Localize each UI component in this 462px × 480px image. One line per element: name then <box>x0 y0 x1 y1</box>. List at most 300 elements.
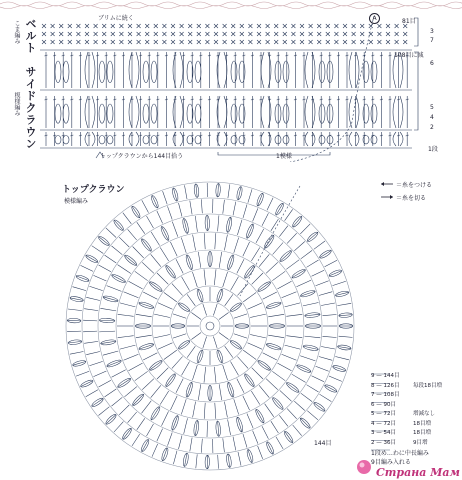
dc-post <box>316 281 329 286</box>
sc-stitch <box>283 32 287 36</box>
arch-stitch <box>305 96 315 128</box>
dc-post <box>294 401 305 410</box>
dc-post <box>119 405 129 415</box>
dc-post <box>314 241 325 249</box>
sc-stitch <box>326 24 330 28</box>
dc-post <box>184 418 188 434</box>
dc-post <box>252 368 263 379</box>
dc-post <box>303 303 319 306</box>
sc-stitch <box>137 32 141 36</box>
dc-post <box>219 313 229 320</box>
dc-post <box>120 345 135 349</box>
puff-leaf <box>107 104 113 123</box>
dc-post <box>276 437 283 449</box>
sc-stitch <box>68 24 72 28</box>
dc-post <box>214 367 216 383</box>
dc-post <box>268 314 284 317</box>
dc-post <box>195 216 197 232</box>
dc-post <box>266 379 278 390</box>
dc-post <box>163 191 168 204</box>
crown-symbols <box>66 182 390 470</box>
dc-post <box>215 233 216 249</box>
dc-post <box>215 403 216 419</box>
dc-post <box>166 265 175 278</box>
sc-stitch <box>395 24 399 28</box>
sc-stitch <box>137 24 141 28</box>
dc-post <box>271 421 279 433</box>
dc-post <box>125 255 137 265</box>
sc-stitch <box>154 32 158 36</box>
dc-post <box>204 269 206 285</box>
dc-post <box>157 368 168 379</box>
sc-stitch <box>197 24 201 28</box>
dc-post <box>333 366 346 370</box>
dc-post <box>137 222 145 234</box>
top-crown-title: トップクラウン <box>62 185 125 195</box>
dc-post <box>214 269 216 285</box>
dc-post <box>250 314 266 317</box>
sc-stitch <box>94 40 98 44</box>
dc-post <box>196 454 197 468</box>
sc-stitch <box>119 24 123 28</box>
dc-post <box>248 449 252 462</box>
puff-leaf <box>231 104 237 123</box>
dc-post <box>201 439 202 453</box>
stitches-144-label: 144目 <box>314 440 332 447</box>
dc-post <box>154 335 170 338</box>
dc-post <box>118 314 134 316</box>
sc-stitch <box>102 40 106 44</box>
dc-post <box>294 242 305 251</box>
sc-stitch <box>180 40 184 44</box>
dc-post <box>172 357 183 369</box>
dc-post <box>262 213 268 226</box>
sc-stitch <box>248 32 252 36</box>
dc-post <box>312 270 325 276</box>
puff-leaf <box>231 136 237 144</box>
dc-post <box>280 251 292 262</box>
dc-post <box>190 201 192 215</box>
dc-post <box>286 260 299 270</box>
sc-stitch <box>309 24 313 28</box>
dc-post <box>151 254 161 266</box>
dc-post <box>301 250 312 258</box>
dc-post <box>231 362 239 376</box>
dc-post <box>237 379 244 393</box>
dc-post <box>128 229 137 240</box>
sc-stitch <box>334 24 338 28</box>
dc-post <box>204 367 206 383</box>
dc-post <box>339 315 353 316</box>
puff-leaf <box>231 61 237 83</box>
bracket <box>414 52 418 130</box>
sc-stitch <box>377 32 381 36</box>
dc-post <box>147 216 154 228</box>
dc-post <box>233 437 236 451</box>
row-4-label: 4 <box>430 114 434 121</box>
dc-post <box>237 259 244 273</box>
dc-post <box>213 304 217 315</box>
sc-stitch <box>137 40 141 44</box>
dc-post <box>218 421 219 437</box>
table-row: 3 — 54目 18目増 <box>371 430 431 436</box>
dc-post <box>157 211 163 224</box>
sc-stitch <box>300 24 304 28</box>
sc-stitch <box>231 32 235 36</box>
note-line-1: 1段め…わに中長編み <box>371 450 429 457</box>
dc-post <box>293 425 302 436</box>
dc-post <box>135 271 148 280</box>
sc-stitch <box>317 24 321 28</box>
dc-post <box>68 309 82 311</box>
dc-post <box>135 371 148 380</box>
dc-post <box>285 209 293 220</box>
dc-post <box>73 287 87 291</box>
dc-post <box>190 438 192 452</box>
magic-ring <box>206 322 214 330</box>
dc-post <box>94 275 107 281</box>
table-row: 6 — 90目 <box>371 401 396 408</box>
sc-stitch <box>223 24 227 28</box>
dc-post <box>193 402 196 418</box>
dc-post <box>287 233 297 243</box>
dc-post <box>300 356 315 361</box>
dc-post <box>279 415 288 426</box>
sc-stitch <box>76 24 80 28</box>
puff-leaf <box>143 136 149 144</box>
dc-post <box>203 337 207 348</box>
dc-post <box>312 376 325 382</box>
dc-post <box>219 252 222 268</box>
dc-post <box>245 265 254 278</box>
sc-stitch <box>283 40 287 44</box>
dc-post <box>192 365 197 380</box>
sc-stitch <box>85 32 89 36</box>
sc-stitch <box>119 32 123 36</box>
dc-post <box>132 434 140 446</box>
sc-stitch <box>266 32 270 36</box>
dc-post <box>285 345 301 349</box>
puff-leaf <box>195 136 201 144</box>
dc-post <box>187 294 195 305</box>
side-crown-strip-chart <box>40 12 420 162</box>
dc-post <box>279 226 288 237</box>
dc-post <box>282 292 297 298</box>
dc-post <box>218 183 219 197</box>
sc-stitch <box>111 24 115 28</box>
dc-post <box>99 407 110 416</box>
table-row: 8 — 126目 毎段18目増 <box>371 382 442 389</box>
sc-stitch <box>42 24 46 28</box>
puff-leaf <box>63 104 69 123</box>
dc-post <box>234 314 247 318</box>
sc-row <box>42 40 407 44</box>
dc-post <box>325 260 337 267</box>
dc-post <box>316 366 329 371</box>
dc-post <box>173 314 186 318</box>
dc-post <box>201 199 202 213</box>
sc-stitch <box>283 24 287 28</box>
dc-post <box>198 289 202 302</box>
sc-stitch <box>309 32 313 36</box>
sc-stitch <box>266 40 270 44</box>
round-ring <box>200 316 220 336</box>
dc-post <box>321 303 335 306</box>
sc-stitch <box>68 40 72 44</box>
sc-stitch <box>76 32 80 36</box>
sc-stitch <box>162 40 166 44</box>
dc-post <box>273 398 284 410</box>
puff-leaf <box>363 61 369 83</box>
dc-post <box>151 232 160 246</box>
puff-leaf <box>371 136 377 144</box>
sc-stitch <box>188 32 192 36</box>
sc-stitch <box>205 40 209 44</box>
dc-post <box>182 277 190 291</box>
dc-post <box>99 380 111 387</box>
sc-stitch <box>343 24 347 28</box>
dc-post <box>142 200 149 212</box>
sc-stitch <box>386 24 390 28</box>
dc-post <box>149 282 162 291</box>
dc-post <box>218 215 219 231</box>
sc-stitch <box>369 24 373 28</box>
dc-post <box>243 242 250 256</box>
dc-post <box>273 243 284 255</box>
sc-stitch <box>352 32 356 36</box>
arch-stitch <box>217 96 227 128</box>
sc-stitch <box>119 40 123 44</box>
round-ring <box>152 268 268 384</box>
sc-stitch <box>369 40 373 44</box>
dc-post <box>301 393 312 401</box>
dc-post <box>198 252 201 268</box>
puff-leaf <box>283 136 289 144</box>
dc-post <box>248 343 263 350</box>
sc-stitch <box>180 24 184 28</box>
dc-post <box>233 202 236 216</box>
sc-stitch <box>334 40 338 44</box>
sc-stitch <box>171 40 175 44</box>
dc-post <box>170 396 177 410</box>
sc-stitch <box>309 40 313 44</box>
dc-post <box>243 434 247 447</box>
dc-post <box>107 286 122 292</box>
table-row: 7 — 108目 <box>371 392 400 398</box>
dc-post <box>83 320 97 321</box>
dc-post <box>207 421 208 437</box>
dc-post <box>129 281 143 289</box>
row-7-label: 7 <box>430 37 434 44</box>
dc-post <box>118 336 134 338</box>
dc-post <box>154 314 170 317</box>
dc-post <box>243 293 256 302</box>
dc-post <box>218 350 222 363</box>
dc-post <box>267 198 273 211</box>
dc-post <box>297 280 312 287</box>
sc-stitch <box>266 24 270 28</box>
dc-post <box>320 394 332 401</box>
top-crown-subtitle: 模様編み <box>64 198 89 205</box>
table-row: 4 — 72目 18目増 <box>371 420 431 427</box>
belt-subtitle: こま編み <box>13 20 20 44</box>
dc-post <box>89 361 102 365</box>
dc-post <box>263 292 277 299</box>
sc-stitch <box>403 40 407 44</box>
sc-stitch <box>145 24 149 28</box>
arch-stitch <box>85 52 95 88</box>
row-5-label: 5 <box>430 104 434 111</box>
puff-leaf <box>63 61 69 83</box>
sc-stitch <box>111 32 115 36</box>
dc-post <box>124 354 139 360</box>
dc-post <box>179 203 183 217</box>
dc-post <box>119 237 129 247</box>
dc-post <box>258 361 271 370</box>
puff-leaf <box>143 104 149 123</box>
dc-post <box>278 363 292 371</box>
dc-post <box>136 314 152 317</box>
dc-post <box>176 259 183 273</box>
puff-leaf <box>363 136 369 144</box>
one-repeat-label: 1模様 <box>276 153 292 160</box>
dc-post <box>323 315 337 316</box>
dc-post <box>237 357 248 369</box>
dc-post <box>124 292 139 298</box>
dc-post <box>224 402 227 418</box>
row-6-label: 6 <box>430 60 434 67</box>
sc-stitch <box>162 24 166 28</box>
dc-post <box>173 451 177 465</box>
dc-post <box>262 426 268 439</box>
dc-post <box>128 412 137 423</box>
sc-stitch <box>128 40 132 44</box>
dc-post <box>335 357 349 360</box>
row-1-label: 1段 <box>428 146 438 153</box>
sc-stitch <box>51 24 55 28</box>
dc-post <box>282 354 297 360</box>
dc-post <box>81 265 94 271</box>
dc-post <box>251 248 259 262</box>
decorative-border <box>0 0 462 10</box>
dc-post <box>191 313 201 320</box>
dc-post <box>218 289 222 302</box>
dc-post <box>305 336 321 338</box>
sc-stitch <box>386 32 390 36</box>
dc-post <box>142 239 152 252</box>
sc-stitch <box>145 40 149 44</box>
dc-post <box>219 384 222 400</box>
dc-post <box>176 379 183 393</box>
dc-post <box>105 255 117 263</box>
dc-post <box>99 320 115 321</box>
sc-stitch <box>197 40 201 44</box>
sc-stitch <box>128 24 132 28</box>
dc-post <box>179 436 183 450</box>
sc-stitch <box>352 40 356 44</box>
sc-stitch <box>214 40 218 44</box>
dc-post <box>223 438 225 452</box>
dc-post <box>99 265 111 272</box>
dc-post <box>158 343 173 350</box>
dc-post <box>106 228 116 238</box>
dc-post <box>143 292 157 299</box>
dc-post <box>234 238 239 253</box>
sc-stitch <box>85 40 89 44</box>
sc-stitch <box>154 24 158 28</box>
sc-stitch <box>257 40 261 44</box>
arch-stitch <box>173 96 183 128</box>
brim-continue-label: ブリムに続く <box>98 15 134 22</box>
dc-post <box>207 215 208 231</box>
dc-post <box>185 185 188 199</box>
watermark-text: Страна Мам <box>376 466 460 479</box>
sc-stitch <box>205 24 209 28</box>
dc-post <box>158 303 173 310</box>
dc-post <box>248 303 263 310</box>
dc-post <box>168 206 173 219</box>
sc-stitch <box>317 40 321 44</box>
arch-stitch <box>129 132 139 146</box>
dc-post <box>219 333 229 340</box>
sc-stitch <box>291 32 295 36</box>
sc-stitch <box>326 32 330 36</box>
sc-stitch <box>369 32 373 36</box>
dc-post <box>243 396 250 410</box>
side-crown-title: サイドクラウン <box>24 66 37 150</box>
arch-stitch <box>173 52 183 88</box>
dc-post <box>163 448 168 461</box>
dc-post <box>133 394 144 405</box>
dc-post <box>120 303 135 307</box>
increase-table <box>371 372 442 448</box>
puff-leaf <box>99 136 105 144</box>
note-line-2: 9目編み入れる <box>371 459 411 466</box>
dc-post <box>114 220 123 230</box>
dc-post <box>193 235 196 251</box>
sc-stitch <box>360 40 364 44</box>
dc-post <box>272 371 285 380</box>
dc-post <box>329 376 342 381</box>
sc-stitch <box>188 24 192 28</box>
dc-post <box>196 184 197 198</box>
dc-post <box>198 384 201 400</box>
dc-post <box>307 260 319 267</box>
arch-stitch <box>85 132 95 146</box>
dc-post <box>73 361 87 365</box>
dc-post <box>319 357 333 361</box>
dc-post <box>287 409 297 419</box>
dc-post <box>152 444 158 457</box>
dc-post <box>228 184 230 198</box>
dc-post <box>76 371 89 376</box>
dc-post <box>184 218 188 234</box>
dc-post <box>228 419 231 435</box>
arch-stitch <box>173 132 183 146</box>
dc-post <box>172 222 178 237</box>
sc-stitch <box>197 32 201 36</box>
sc-stitch <box>171 32 175 36</box>
dc-post <box>335 292 349 295</box>
dc-post <box>225 346 233 357</box>
dc-post <box>204 233 205 249</box>
sc-stitch <box>223 32 227 36</box>
dc-post <box>151 407 160 421</box>
guide-dash <box>290 16 374 162</box>
dc-post <box>112 370 126 377</box>
dc-post <box>129 363 143 371</box>
dc-post <box>278 281 292 289</box>
